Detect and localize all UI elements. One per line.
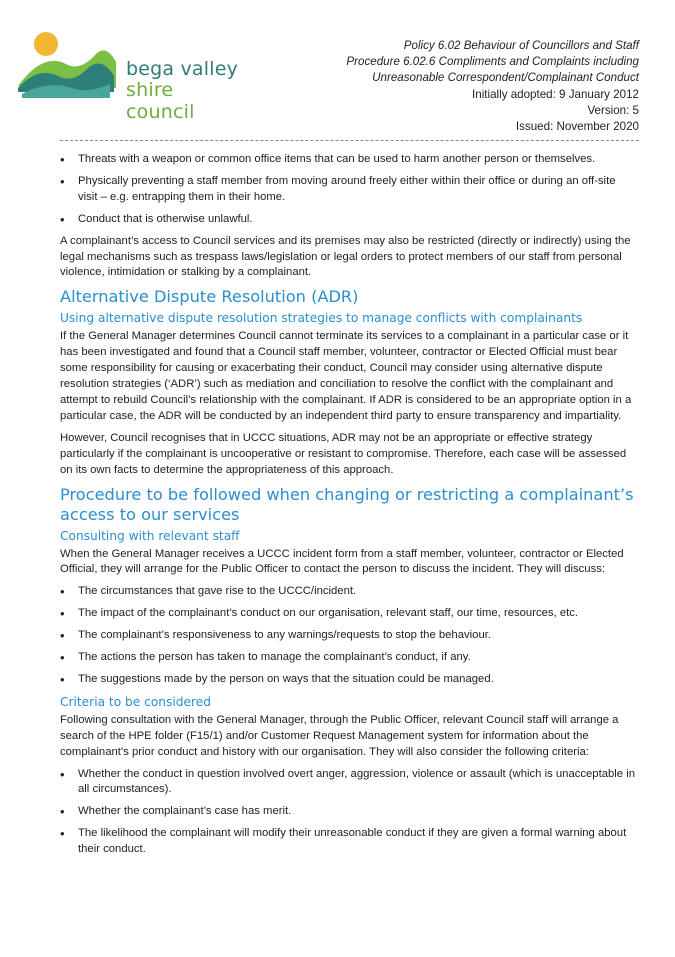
adr-paragraph-1: If the General Manager determines Council cannot terminate its services to a complainant in a particular case or it has been investigated and found that a Council staff member, volunteer, contractor or Elected Official must bear some responsibility for causing or exacerbating their conduct, Council may consider using alternative dispute resolution strategies (‘ADR’) such as mediation and conciliation to resolve the conflict with the complainant and attempt to rebuild Council’s relationship with the complainant. If ADR is considered to be an appropriate option in a particular case, the ADR will be conducted by an independent third party to ensure transparency and impartiality. bbox=[60, 330, 632, 422]
logo-text-line2: shire council bbox=[126, 79, 195, 123]
procedure-heading: Procedure to be followed when changing or restricting a complainant’s access to our services bbox=[60, 484, 634, 524]
list-item: • Threats with a weapon or common office items that can be used to harm another person or themselves. bbox=[60, 152, 638, 168]
logo-text-line1: bega valley bbox=[126, 58, 239, 80]
list-item: • The suggestions made by the person on ways that the situation could be managed. bbox=[60, 672, 638, 688]
access-paragraph: A complainant’s access to Council services and its premises may also be restricted (directly or indirectly) using the legal mechanisms such as trespass laws/legislation or legal orders to protect members of our staff from personal violence, intimidation or stalking by a complainant. bbox=[60, 234, 631, 279]
list-item: • Physically preventing a staff member from moving around freely either within their office or during an off-site visit – e.g. entrapping them in their home. bbox=[60, 174, 638, 206]
list-item: • The complainant’s responsiveness to any warnings/requests to stop the behaviour. bbox=[60, 628, 638, 644]
conduct-list bbox=[60, 152, 638, 228]
consult-paragraph: When the General Manager receives a UCCC incident form from a staff member, volunteer, contractor or Elected Official, they will arrange for the Public Officer to contact the person to discuss the incident. They will discuss: bbox=[60, 547, 624, 576]
list-item: • Whether the complainant’s case has merit. bbox=[60, 804, 638, 820]
page-header bbox=[0, 0, 675, 150]
list-item: • The likelihood the complainant will modify their unreasonable conduct if they are given a formal warning about their conduct. bbox=[60, 826, 638, 858]
adr-paragraph-2: However, Council recognises that in UCCC situations, ADR may not be an appropriate or effective strategy particularly if the complainant is uncooperative or resistant to compromise. Therefore, each case will be assessed on its own facts to determine the appropriateness of this approach. bbox=[60, 431, 627, 476]
list-item: • Conduct that is otherwise unlawful. bbox=[60, 212, 638, 228]
list-item: • The impact of the complainant’s conduct on our organisation, relevant staff, our time, resources, etc. bbox=[60, 606, 638, 622]
list-item: • The actions the person has taken to manage the complainant’s conduct, if any. bbox=[60, 650, 638, 666]
procedure-title-cont: Unreasonable Correspondent/Complainant Conduct bbox=[372, 71, 639, 85]
consult-heading: Consulting with relevant staff bbox=[60, 528, 240, 543]
document-info bbox=[346, 38, 639, 135]
mountains-logo-icon bbox=[18, 24, 118, 104]
criteria-heading: Criteria to be considered bbox=[60, 694, 211, 709]
document-body bbox=[60, 152, 638, 864]
criteria-paragraph: Following consultation with the General Manager, through the Public Officer, relevant Council staff will arrange a search of the HPE folder (F15/1) and/or Customer Request Management system for information about the complainant’s prior conduct and history with our organisation. They will also consider the following criteria: bbox=[60, 713, 619, 758]
council-logo bbox=[18, 24, 248, 123]
criteria-list bbox=[60, 767, 638, 859]
procedure-title: Procedure 6.02.6 Compliments and Complaints including bbox=[346, 55, 639, 69]
version: Version: 5 bbox=[587, 103, 639, 117]
list-item: • The circumstances that gave rise to the UCCC/incident. bbox=[60, 584, 638, 600]
adr-subheading: Using alternative dispute resolution strategies to manage conflicts with complainants bbox=[60, 311, 583, 326]
policy-title: Policy 6.02 Behaviour of Councillors and Staff bbox=[403, 39, 639, 52]
adopted-date: Initially adopted: 9 January 2012 bbox=[472, 87, 639, 101]
list-item: • Whether the conduct in question involved overt anger, aggression, violence or assault (which is unacceptable in all circumstances). bbox=[60, 767, 638, 799]
consult-list bbox=[60, 584, 638, 688]
adr-heading: Alternative Dispute Resolution (ADR) bbox=[60, 287, 359, 307]
issued-date: Issued: November 2020 bbox=[515, 120, 639, 134]
header-divider bbox=[60, 140, 639, 141]
